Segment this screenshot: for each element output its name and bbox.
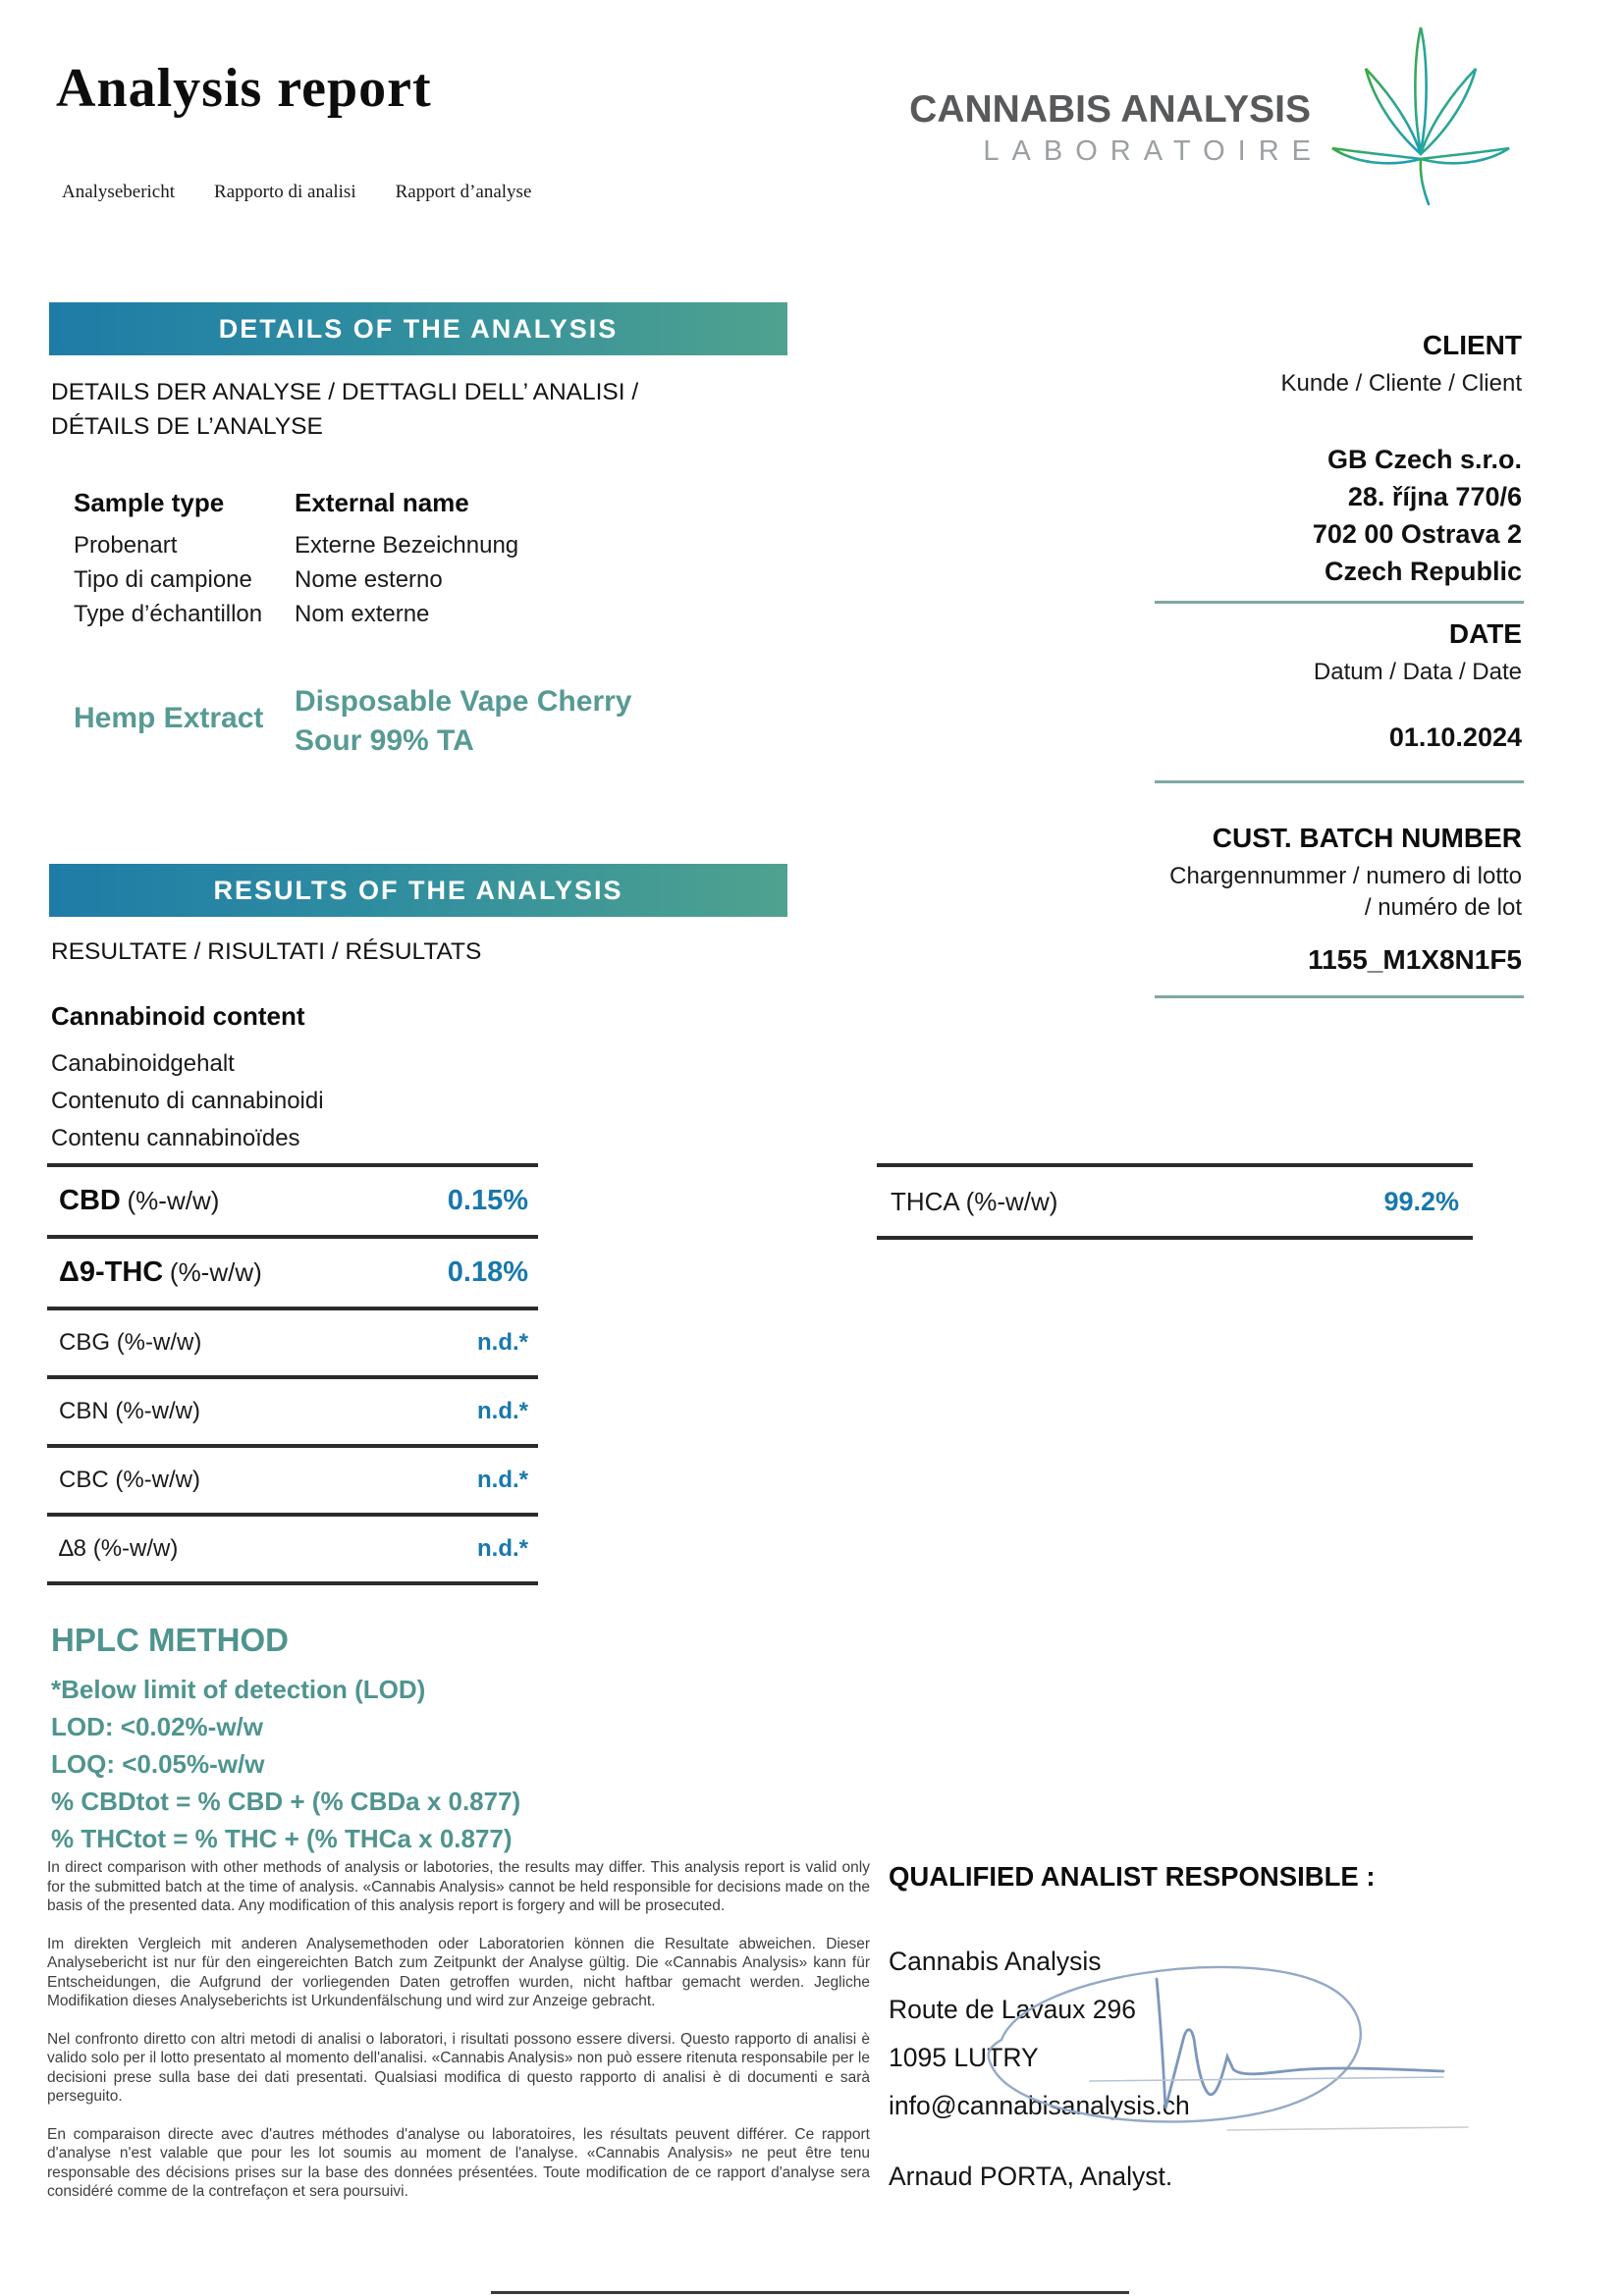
page-title: Analysis report bbox=[56, 58, 432, 119]
client-country: Czech Republic bbox=[1324, 557, 1522, 586]
disclaimer-fr: En comparaison directe avec d'autres méthodes d'analyse ou laboratoires, les résultats peuvent différer. Ce rapport d'analyse n'est valable que pour les lot soumis au moment de l'analyse. «Cannabis Analysis» ne peut être tenu responsable des décisions prises sur la base des données présentées. Toute modification de ce rapport d'analyse sera considéré comme de la contrefaçon et sera poursuivi. bbox=[47, 2125, 870, 2200]
lab-logo-name: CANNABIS ANALYSIS bbox=[909, 88, 1311, 131]
date-subheader: Datum / Data / Date bbox=[1313, 659, 1522, 685]
external-name-label: External name bbox=[295, 488, 469, 517]
date-header: DATE bbox=[1448, 618, 1522, 649]
table-row-thca bbox=[877, 1163, 1473, 1240]
sample-type-translation-it: Tipo di campione bbox=[74, 566, 252, 593]
results-section-header: RESULTS OF THE ANALYSIS bbox=[49, 864, 787, 917]
method-line-loq: LOQ: <0.05%-w/w bbox=[51, 1749, 265, 1779]
divider-rule bbox=[1155, 780, 1524, 783]
analyte-value: 0.15% bbox=[447, 1185, 528, 1216]
cannabis-leaf-icon bbox=[1321, 20, 1522, 216]
table-row-cbg bbox=[47, 1307, 538, 1375]
analyte-name: Δ9-THC bbox=[59, 1256, 164, 1288]
details-section-header: DETAILS OF THE ANALYSIS bbox=[49, 302, 787, 355]
analyte-value: 0.18% bbox=[447, 1256, 528, 1288]
cannabinoid-content-label: Cannabinoid content bbox=[51, 1001, 305, 1031]
cannabinoid-content-block bbox=[51, 1001, 324, 1157]
analyte-unit: (%-w/w) bbox=[127, 1186, 220, 1215]
analyte-unit: (%-w/w) bbox=[115, 1398, 200, 1424]
cannabinoid-translation-de: Canabinoidgehalt bbox=[51, 1050, 235, 1077]
method-line-lod-note: *Below limit of detection (LOD) bbox=[51, 1675, 426, 1704]
sample-type-translation-fr: Type d’échantillon bbox=[74, 601, 263, 627]
sample-type-translation-de: Probenart bbox=[74, 532, 178, 559]
analyst-street: Route de Lavaux 296 bbox=[889, 1995, 1136, 2024]
lab-logo bbox=[776, 88, 1324, 168]
analyte-value: 99.2% bbox=[1383, 1186, 1459, 1216]
table-row-d9thc bbox=[47, 1235, 538, 1307]
method-line-lod: LOD: <0.02%-w/w bbox=[51, 1712, 263, 1741]
external-name-value: Disposable Vape Cherry Sour 99% TA bbox=[295, 685, 632, 757]
batch-block bbox=[982, 823, 1522, 924]
client-subheader: Kunde / Cliente / Client bbox=[1280, 370, 1522, 397]
batch-subheader-line1: Chargennummer / numero di lotto bbox=[1169, 863, 1522, 889]
results-section-subheader: RESULTATE / RISULTATI / RÉSULTATS bbox=[51, 938, 482, 965]
sample-type-value: Hemp Extract bbox=[74, 702, 264, 734]
analyte-value: n.d.* bbox=[477, 1329, 528, 1356]
title-translations bbox=[62, 182, 531, 203]
analyst-email: info@cannabisanalysis.ch bbox=[889, 2091, 1190, 2120]
method-line-cbdtot: % CBDtot = % CBD + (% CBDa x 0.877) bbox=[51, 1787, 521, 1816]
batch-value: 1155_M1X8N1F5 bbox=[1308, 944, 1522, 975]
results-table-right bbox=[877, 1163, 1473, 1240]
client-street: 28. října 770/6 bbox=[1347, 482, 1522, 511]
analyte-value: n.d.* bbox=[477, 1467, 528, 1493]
analyte-name: ∆8 bbox=[59, 1535, 87, 1562]
analyte-unit: (%-w/w) bbox=[116, 1329, 202, 1356]
table-row-cbd bbox=[47, 1163, 538, 1235]
analyte-name: THCA bbox=[891, 1186, 959, 1216]
batch-header: CUST. BATCH NUMBER bbox=[1212, 823, 1522, 853]
client-name: GB Czech s.r.o. bbox=[1326, 445, 1522, 474]
external-name-translation-de: Externe Bezeichnung bbox=[295, 532, 519, 559]
details-section-subheader bbox=[51, 375, 638, 444]
table-row-d8 bbox=[47, 1513, 538, 1585]
date-value: 01.10.2024 bbox=[1388, 722, 1522, 752]
hplc-method-block bbox=[51, 1622, 520, 1857]
batch-subheader-line2: / numéro de lot bbox=[1364, 894, 1522, 921]
analyte-value: n.d.* bbox=[477, 1535, 528, 1562]
details-subheader-line2: DÉTAILS DE L’ANALYSE bbox=[51, 413, 323, 440]
analyte-name: CBC bbox=[59, 1467, 109, 1493]
method-line-thctot: % THCtot = % THC + (% THCa x 0.877) bbox=[51, 1824, 513, 1853]
sample-type-block bbox=[74, 488, 262, 631]
divider-rule bbox=[1155, 995, 1524, 998]
analyte-unit: (%-w/w) bbox=[115, 1467, 200, 1493]
table-row-cbn bbox=[47, 1375, 538, 1444]
sample-type-label: Sample type bbox=[74, 488, 225, 517]
cannabinoid-translation-it: Contenuto di cannabinoidi bbox=[51, 1088, 324, 1114]
analyst-city: 1095 LUTRY bbox=[889, 2043, 1039, 2072]
external-name-translation-fr: Nom externe bbox=[295, 601, 430, 627]
title-translation-de: Analysebericht bbox=[62, 182, 176, 202]
disclaimer-it: Nel confronto diretto con altri metodi di analisi o laboratori, i risultati possono essere diversi. Questo rapporto di analisi è valido solo per il lotto presentato al momento dell'analisi. «Cannabis Analysis» non può essere ritenuta responsabile per le decisioni prese sulla base dei dati presentati. Qualsiasi modifica di questo rapporto di analisi è di documenti e sarà perseguito. bbox=[47, 2030, 870, 2105]
analyst-header: QUALIFIED ANALIST RESPONSIBLE : bbox=[889, 1861, 1376, 1892]
client-city: 702 00 Ostrava 2 bbox=[1312, 519, 1522, 549]
analyte-unit: (%-w/w) bbox=[965, 1186, 1058, 1216]
analyte-name: CBN bbox=[59, 1398, 109, 1424]
analyte-name: CBG bbox=[59, 1329, 111, 1356]
page-footer-line bbox=[491, 2291, 1129, 2294]
cannabinoid-translation-fr: Contenu cannabinoïdes bbox=[51, 1125, 300, 1151]
disclaimer-de: Im direkten Vergleich mit anderen Analysemethoden oder Laboratorien können die Resultate abweichen. Dieser Analysebericht ist nur für den eingereichten Batch zum Zeitpunkt der Analyse gültig. Die «Cannabis Analysis» kann für Entscheidungen, die Aufgrund der vorliegenden Daten getroffen wurden, nicht haftbar gemacht werden. Jegliche Modifikation dieses Analyseberichts ist Urkundenfälschung und wird zur Anzeige gebracht. bbox=[47, 1935, 870, 2009]
analyst-lab-name: Cannabis Analysis bbox=[889, 1947, 1102, 1976]
title-translation-it: Rapporto di analisi bbox=[214, 182, 356, 202]
external-name-block bbox=[295, 488, 518, 631]
hplc-method-title: HPLC METHOD bbox=[51, 1622, 289, 1658]
client-header: CLIENT bbox=[1422, 330, 1522, 360]
analyte-unit: (%-w/w) bbox=[92, 1535, 179, 1562]
analyst-block bbox=[889, 1861, 1517, 2192]
external-name-translation-it: Nome esterno bbox=[295, 566, 443, 593]
analyst-signature-name: Arnaud PORTA, Analyst. bbox=[889, 2162, 1173, 2191]
divider-rule bbox=[1155, 601, 1524, 604]
results-table-left bbox=[47, 1163, 538, 1585]
date-block bbox=[982, 618, 1522, 688]
details-subheader-line1: DETAILS DER ANALYSE / DETTAGLI DELL’ ANALISI / bbox=[51, 379, 639, 405]
analyte-name: CBD bbox=[59, 1185, 121, 1216]
title-translation-fr: Rapport d’analyse bbox=[395, 182, 532, 202]
disclaimer-en: In direct comparison with other methods of analysis or labotories, the results may differ. This analysis report is valid only for the submitted batch at the time of analysis. «Cannabis Analysis» cannot be held responsible for decisions made on the basis of the presented data. Any modification of this analysis report is forgery and will be prosecuted. bbox=[47, 1859, 870, 1914]
analyte-unit: (%-w/w) bbox=[169, 1257, 262, 1287]
disclaimer-block bbox=[47, 1858, 870, 2220]
client-block bbox=[982, 330, 1522, 590]
analyte-value: n.d.* bbox=[477, 1398, 528, 1424]
lab-logo-subname: LABORATOIRE bbox=[983, 135, 1324, 167]
table-row-cbc bbox=[47, 1444, 538, 1513]
